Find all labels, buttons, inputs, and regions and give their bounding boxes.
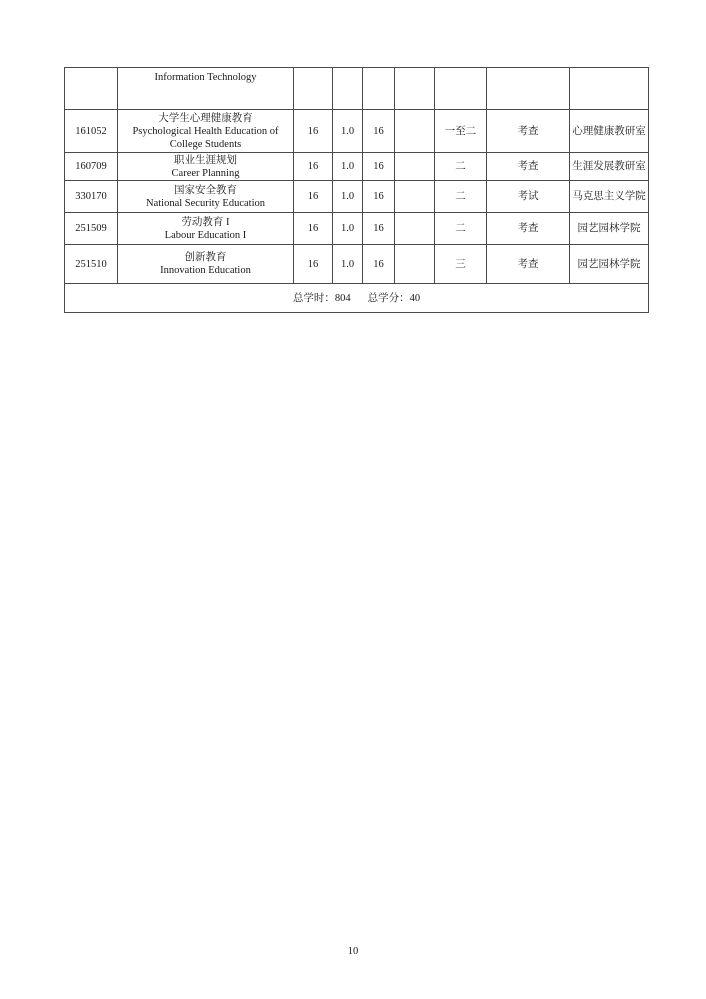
table-row [65,245,649,284]
course-name-en: National Security Education [146,197,265,209]
cell-credits: 1.0 [333,181,363,213]
cell-credits: 1.0 [333,110,363,153]
cell-credits: 1.0 [333,213,363,245]
cell-semester: 三 [435,245,487,284]
cell-lecture-hours [363,68,395,110]
cell-course-code [65,68,118,110]
cell-department: 马克思主义学院 [570,181,649,213]
table-row [65,181,649,213]
cell-course-code: 161052 [65,110,118,153]
cell-practice-hours [395,68,435,110]
cell-department: 生涯发展教研室 [570,153,649,181]
cell-course-code: 251509 [65,213,118,245]
course-name-zh: 创新教育 [184,252,227,263]
cell-practice-hours [395,181,435,213]
cell-lecture-hours: 16 [363,110,395,153]
cell-course-name [118,110,294,153]
cell-practice-hours [395,213,435,245]
cell-assessment: 考查 [487,213,570,245]
cell-total-hours: 16 [294,181,333,213]
cell-semester [435,68,487,110]
course-name-en: Innovation Education [160,265,251,276]
cell-total-hours: 16 [294,110,333,153]
cell-course-name [118,213,294,245]
table-row-totals [65,284,649,313]
cell-semester: 二 [435,213,487,245]
cell-semester: 二 [435,153,487,181]
table-row [65,110,649,153]
cell-credits [333,68,363,110]
cell-assessment: 考查 [487,153,570,181]
cell-department: 园艺园林学院 [570,213,649,245]
course-name-zh: 职业生涯规划 [174,154,237,166]
cell-course-code: 251510 [65,245,118,284]
total-hours-value: 804 [334,292,351,304]
cell-department [570,68,649,110]
table-row [65,153,649,181]
course-name-en: Psychological Health Education of College Students [132,125,279,150]
table-row-continuation [65,68,649,110]
cell-course-name [118,153,294,181]
total-credits-label: 总学分： [367,292,410,304]
cell-total-hours [294,68,333,110]
cell-total-hours: 16 [294,153,333,181]
cell-course-name [118,68,294,110]
course-table [64,67,649,313]
cell-course-code: 330170 [65,181,118,213]
table-row [65,213,649,245]
cell-course-code: 160709 [65,153,118,181]
cell-department: 心理健康教研室 [570,110,649,153]
cell-lecture-hours: 16 [363,213,395,245]
total-hours-label: 总学时： [292,292,335,304]
cell-practice-hours [395,245,435,284]
total-credits-value: 40 [409,292,421,304]
course-name-en: Information Technology [154,72,257,83]
course-name-en: Career Planning [171,167,240,179]
cell-total-hours: 16 [294,213,333,245]
cell-assessment: 考查 [487,245,570,284]
cell-lecture-hours: 16 [363,245,395,284]
cell-department: 园艺园林学院 [570,245,649,284]
cell-lecture-hours: 16 [363,153,395,181]
course-name-zh: 劳动教育 I [181,216,230,228]
cell-semester: 二 [435,181,487,213]
cell-course-name [118,245,294,284]
cell-lecture-hours: 16 [363,181,395,213]
cell-assessment: 考查 [487,110,570,153]
cell-practice-hours [395,153,435,181]
cell-credits: 1.0 [333,153,363,181]
page-number: 10 [347,946,359,957]
course-name-en: Labour Education I [164,229,247,241]
cell-credits: 1.0 [333,245,363,284]
cell-total-hours: 16 [294,245,333,284]
course-name-zh: 国家安全教育 [174,184,237,196]
cell-course-name [118,181,294,213]
cell-assessment [487,68,570,110]
cell-totals [65,284,649,313]
cell-assessment: 考试 [487,181,570,213]
cell-practice-hours [395,110,435,153]
course-name-zh: 大学生心理健康教育 [158,112,253,124]
cell-semester: 一至二 [435,110,487,153]
